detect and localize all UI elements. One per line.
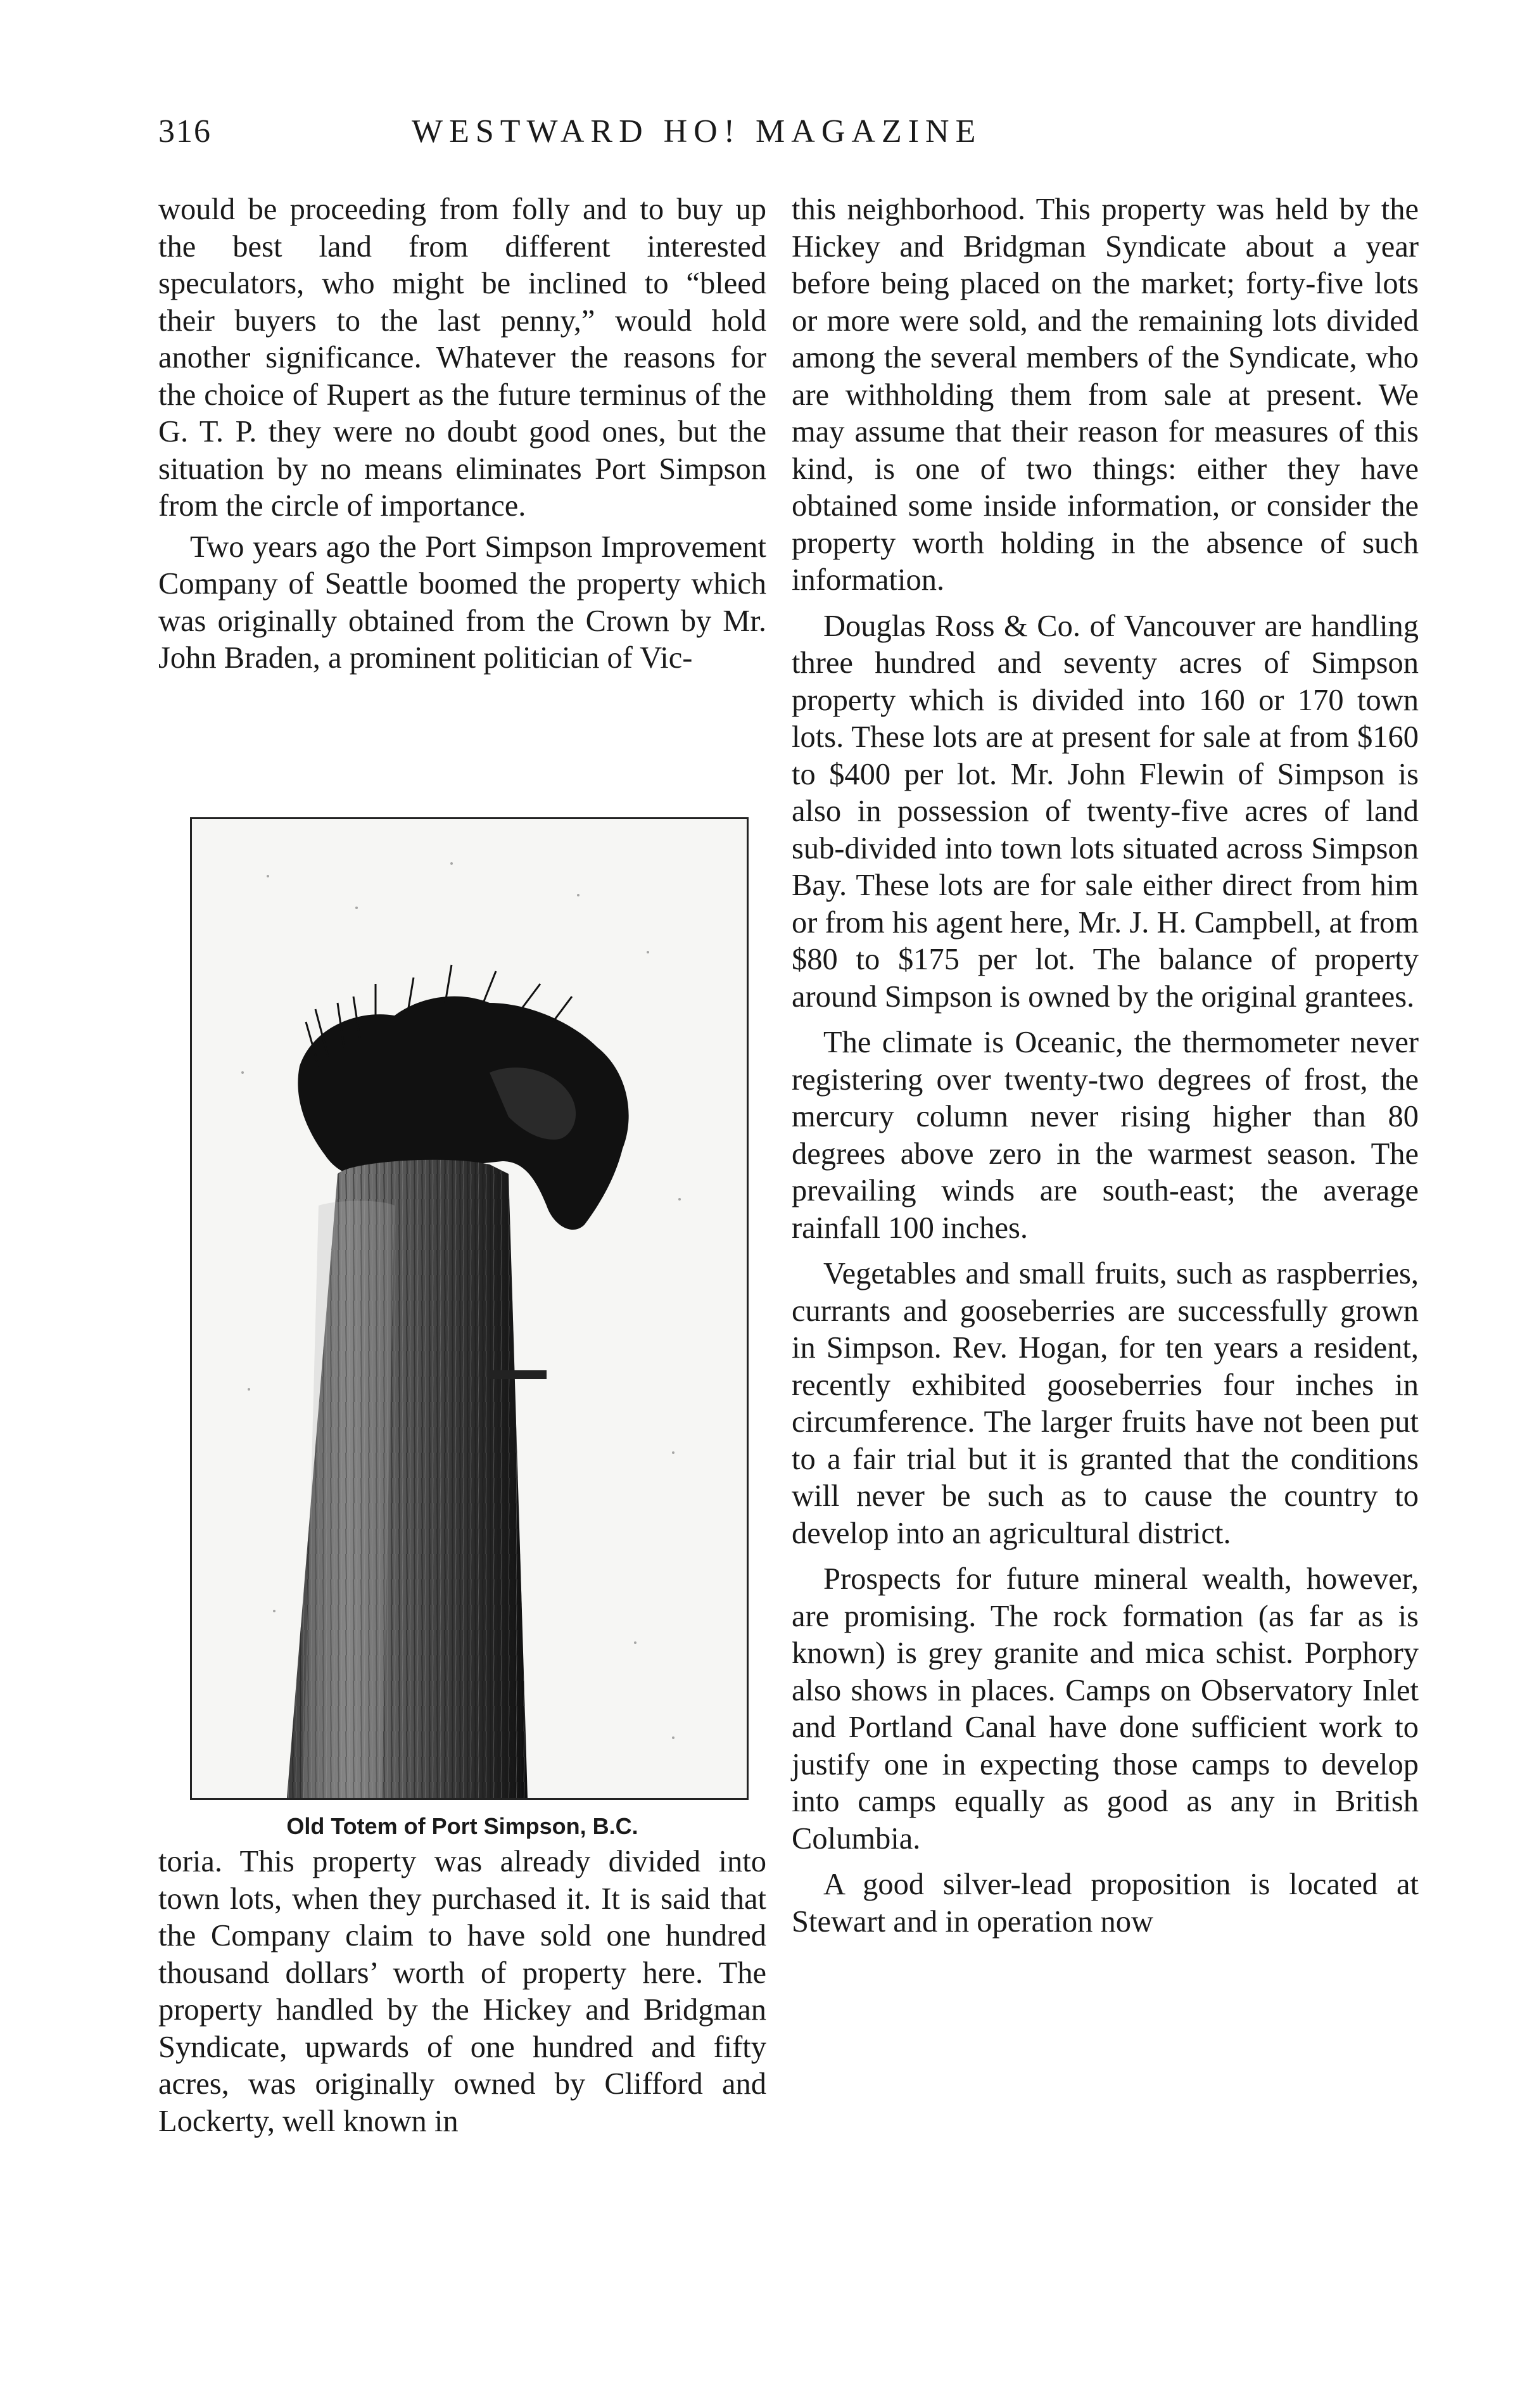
page-header bbox=[158, 113, 1419, 157]
page-number: 316 bbox=[158, 113, 212, 150]
paragraph: toria. This property was already divided into town lots, when they purchased it. It is said that the Company claim to have sold one hundred thousand dollars’ worth of property here. The property handled by the Hickey and Bridgman Syndicate, upwards of one hundred and fifty acres, was originally owned by Clifford and Lockerty, well known in bbox=[158, 1845, 766, 2138]
paragraph: Vegetables and small fruits, such as raspberries, currants and gooseberries are successfully grown in Simpson. Rev. Hogan, for ten years a resident, recently exhibited gooseberries four inches in circumference. The larger fruits have not been put to a fair trial but it is granted that the conditions will never be such as to cause the country to develop into an agricultural district. bbox=[792, 1257, 1419, 1550]
right-column bbox=[792, 191, 1419, 1940]
left-column-top bbox=[158, 191, 766, 677]
paragraph: Two years ago the Port Simpson Improvement Company of Seattle boomed the property which was originally obtained from the Crown by Mr. John Braden, a prominent politician of Vic- bbox=[158, 530, 766, 675]
totem-photo-frame bbox=[190, 817, 749, 1800]
paragraph: The climate is Oceanic, the thermometer never registering over twenty-two degrees of frost, the mercury column never rising higher than 80 degrees above zero in the warmest season. The prevailing winds are south-east; the average rainfall 100 inches. bbox=[792, 1026, 1419, 1245]
totem-figure bbox=[190, 817, 747, 1799]
totem-photo-illustration bbox=[192, 819, 747, 1798]
running-title: WESTWARD HO! MAGAZINE bbox=[412, 113, 982, 150]
paragraph: A good silver-lead proposition is located at Stewart and in operation now bbox=[792, 1868, 1419, 1939]
left-column-bottom bbox=[158, 1844, 766, 2140]
figure-caption: Old Totem of Port Simpson, B.C. bbox=[286, 1813, 638, 1839]
paragraph: this neighborhood. This property was held by the Hickey and Bridgman Syndicate about a year before being placed on the market; forty-five lots or more were sold, and the remaining lots divided among the several members of the Syndicate, who are withholding them from sale at present. We may assume that their reason for measures of this kind, is one of two things: either they have obtained some inside information, or consider the property worth holding in the absence of such information. bbox=[792, 193, 1419, 597]
paragraph: Prospects for future mineral wealth, however, are promising. The rock formation (as far as is known) is grey granite and mica schist. Porphory also shows in places. Camps on Observatory Inlet and Portland Canal have done sufficient work to justify one in expecting those camps to develop into camps equally as good as any in British Columbia. bbox=[792, 1562, 1419, 1856]
paragraph: Douglas Ross & Co. of Vancouver are handling three hundred and seventy acres of Simpson property which is divided into 160 or 170 town lots. These lots are at present for sale at from $160 to $400 per lot. Mr. John Flewin of Simpson is also in possession of twenty-five acres of land sub-divided into town lots situated across Simpson Bay. These lots are for sale either direct from him or from his agent here, Mr. J. H. Campbell, at from $80 to $175 per lot. The balance of property around Simpson is owned by the original grantees. bbox=[792, 609, 1419, 1014]
paragraph: would be proceeding from folly and to buy up the best land from different interested speculators, who might be inclined to “bleed their buyers to the last penny,” would hold another significance. Whatever the reasons for the choice of Rupert as the future terminus of the G. T. P. they were no doubt good ones, but the situation by no means eliminates Port Simpson from the circle of importance. bbox=[158, 193, 766, 523]
